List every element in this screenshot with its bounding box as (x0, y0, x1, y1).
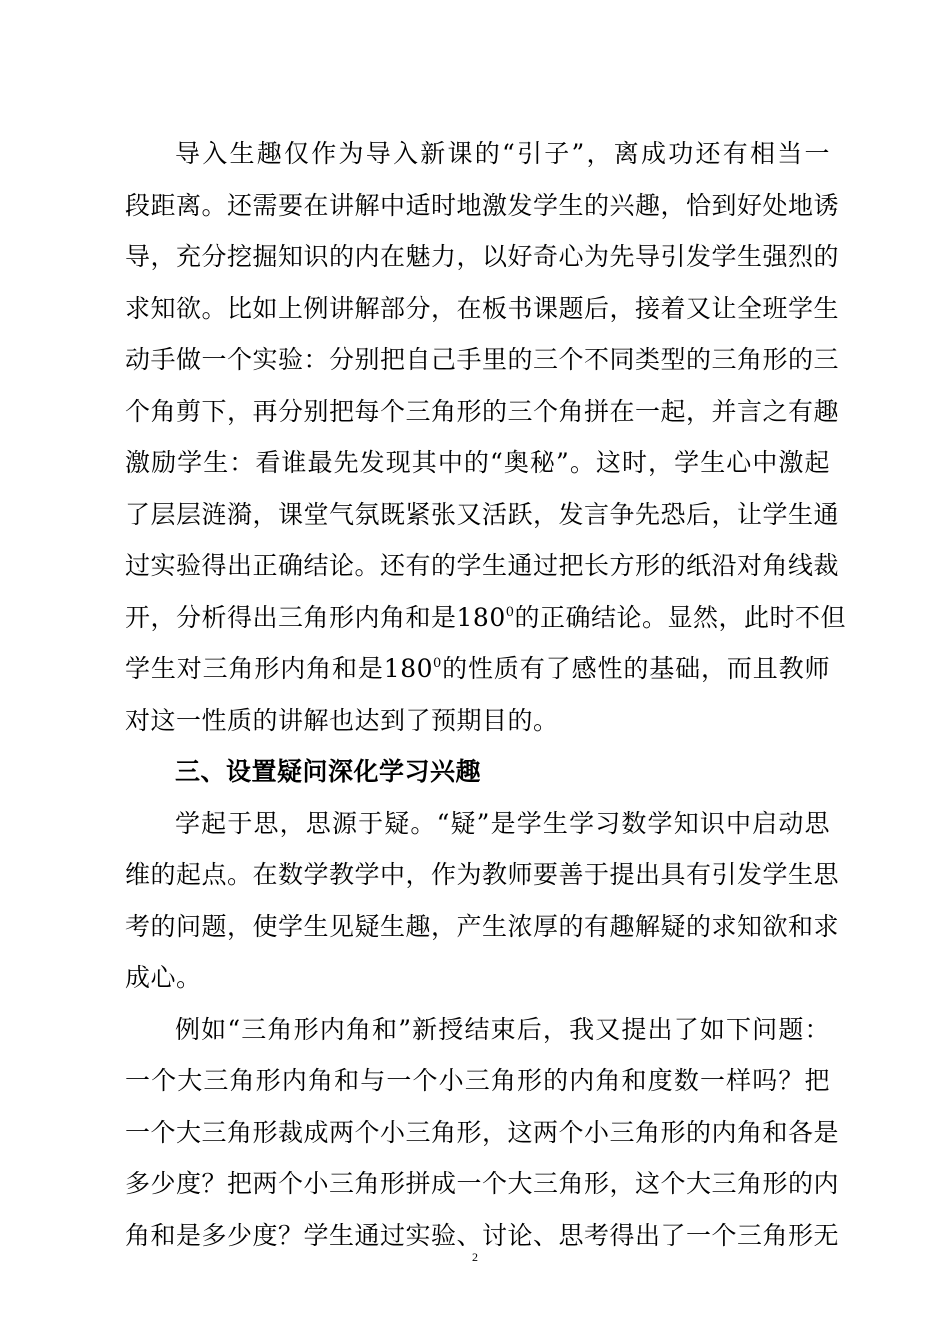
text-line: 多少度？把两个小三角形拼成一个大三角形，这个大三角形的内 (125, 1169, 840, 1198)
text-line: 导，充分挖掘知识的内在魅力，以好奇心为先导引发学生强烈的 (125, 242, 840, 271)
text-line: 一个大三角形裁成两个小三角形，这两个小三角形的内角和各是 (125, 1117, 840, 1147)
superscript: 0 (505, 604, 515, 620)
text-segment: 的正确结论。显然，此时不但 (514, 602, 847, 632)
text-line: 求知欲。比如上例讲解部分，在板书课题后，接着又让全班学生 (125, 293, 840, 323)
text-line: 对这一性质的讲解也达到了预期目的。 (125, 705, 559, 735)
text-line: 过实验得出正确结论。还有的学生通过把长方形的纸沿对角线裁 (125, 551, 840, 580)
text-segment: 开，分析得出三角形内角和是180 (125, 602, 506, 632)
text-line: 学起于思，思源于疑。“疑”是学生学习数学知识中启动思 (175, 808, 830, 838)
text-segment: 的性质有了感性的基础，而且教师 (441, 654, 830, 683)
text-segment: 学生对三角形内角和是180 (125, 654, 434, 683)
text-line: 角和是多少度？学生通过实验、讨论、思考得出了一个三角形无 (125, 1220, 840, 1250)
text-line (125, 643, 830, 695)
superscript: 0 (433, 656, 442, 671)
text-line: 段距离。还需要在讲解中适时地激发学生的兴趣，恰到好处地诱 (125, 190, 840, 220)
text-line: 激励学生：看谁最先发现其中的“奥秘”。这时，学生心中激起 (125, 448, 830, 477)
page-number: 2 (472, 1250, 478, 1264)
text-line: 导入生趣仅作为导入新课的“引子”，离成功还有相当一 (175, 139, 830, 168)
text-line (125, 592, 847, 644)
section-heading: 三、设置疑问深化学习兴趣 (175, 757, 482, 786)
body-text (125, 128, 847, 1261)
text-line: 个角剪下，再分别把每个三角形的三个角拼在一起，并言之有趣 (125, 396, 840, 426)
text-line: 动手做一个实验：分别把自己手里的三个不同类型的三角形的三 (125, 345, 840, 374)
text-line: 成心。 (125, 963, 202, 992)
text-line: 例如“三角形内角和”新授结束后，我又提出了如下问题： (175, 1014, 830, 1044)
text-line: 维的起点。在数学教学中，作为教师要善于提出具有引发学生思 (125, 860, 840, 889)
text-line: 考的问题，使学生见疑生趣，产生浓厚的有趣解疑的求知欲和求 (125, 911, 840, 941)
text-line: 一个大三角形内角和与一个小三角形的内角和度数一样吗？把 (125, 1066, 830, 1095)
text-line: 了层层涟漪，课堂气氛既紧张又活跃，发言争先恐后，让学生通 (125, 499, 840, 529)
